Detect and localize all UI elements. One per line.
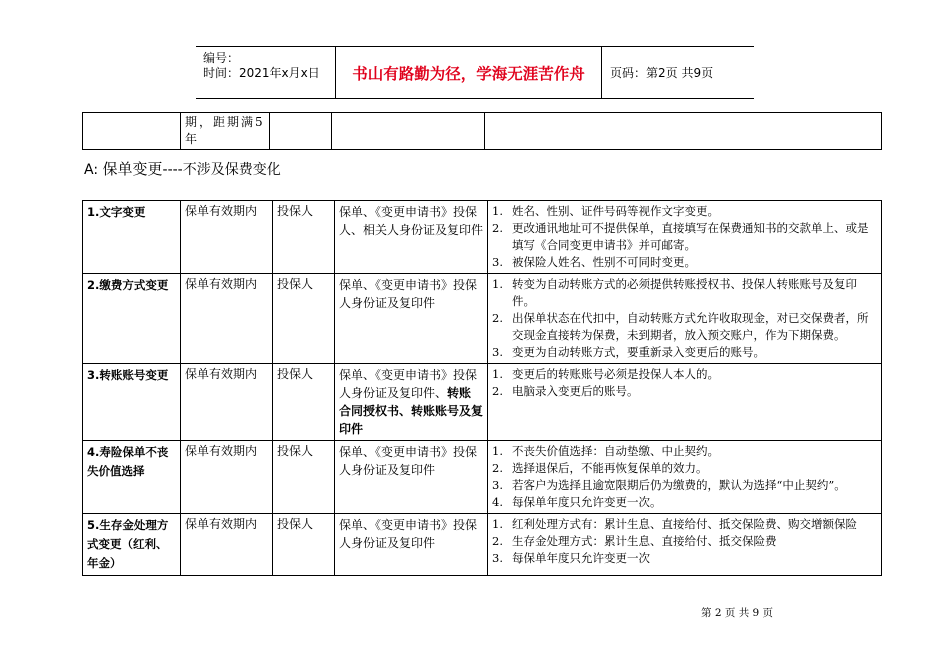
note-number: 3.	[492, 551, 503, 565]
note-item	[492, 460, 877, 477]
note-item	[492, 516, 877, 533]
table-cell	[83, 441, 181, 514]
table-cell	[335, 441, 488, 514]
table-cell	[181, 113, 270, 150]
serial-label: 编号：	[203, 51, 240, 65]
note-text: 出保单状态在代扣中，自动转账方式允许收取现金，对已交保费者，所交现金直接转为保费，未到期者，放入预交账户，作为下期保费。	[512, 311, 869, 342]
item-name: 3.转账账号变更	[87, 368, 169, 382]
table-cell	[335, 274, 488, 364]
note-text: 更改通讯地址可不提供保单，直接填写在保费通知书的交款单上、或是填写《合同变更申请书》并可邮寄。	[512, 221, 869, 252]
note-item	[492, 344, 877, 361]
note-number: 1.	[492, 444, 503, 458]
table-cell	[83, 514, 181, 576]
note-text: 电脑录入变更后的账号。	[512, 384, 639, 398]
item-name: 4.寿险保单不丧失价值选择	[87, 445, 169, 478]
table-cell	[83, 201, 181, 274]
note-text: 选择退保后，不能再恢复保单的效力。	[512, 461, 708, 475]
table-cell	[335, 364, 488, 441]
note-text: 被保险人姓名、性别不可同时变更。	[512, 255, 696, 269]
note-text: 变更为自动转账方式，要重新录入变更后的账号。	[512, 345, 765, 359]
section-title	[84, 158, 281, 179]
table-cell	[488, 201, 882, 274]
valid-period: 保单有效期内	[185, 444, 258, 458]
table-cell	[488, 514, 882, 576]
note-number: 1.	[492, 277, 503, 291]
table-row	[83, 274, 882, 364]
note-number: 4.	[492, 495, 503, 509]
table-row	[83, 441, 882, 514]
header-motto: 书山有路勤为径，学海无涯苦作舟	[336, 47, 602, 98]
policy-change-table	[82, 200, 882, 576]
required-docs: 保单、《变更申请书》投保人身份证及复印件	[339, 445, 478, 477]
item-name: 5.生存金处理方式变更（红利、年金）	[87, 518, 169, 570]
header-meta	[196, 47, 336, 98]
table-cell	[181, 274, 273, 364]
note-number: 2.	[492, 384, 503, 398]
note-text: 每保单年度只允许变更一次	[512, 551, 650, 565]
table-cell	[332, 113, 485, 150]
note-text: 转变为自动转账方式的必须提供转账授权书、投保人转账账号及复印件。	[512, 277, 857, 308]
note-number: 2.	[492, 221, 503, 235]
valid-period: 保单有效期内	[185, 517, 258, 531]
note-item	[492, 533, 877, 550]
cell-text: 年	[185, 132, 198, 146]
table-cell	[270, 113, 332, 150]
table-cell	[485, 113, 882, 150]
table-cell	[273, 274, 335, 364]
note-number: 3.	[492, 478, 503, 492]
section-title-prefix: A:	[84, 162, 103, 178]
note-text: 每保单年度只允许变更一次。	[512, 495, 662, 509]
table-cell	[181, 201, 273, 274]
table-cell	[83, 113, 181, 150]
required-docs: 保单、《变更申请书》投保人身份证及复印件	[339, 278, 478, 310]
table-cell	[273, 514, 335, 576]
item-name: 1.文字变更	[87, 205, 146, 219]
table-row	[83, 364, 882, 441]
note-item	[492, 494, 877, 511]
note-item	[492, 366, 877, 383]
table-cell	[335, 514, 488, 576]
item-name: 2.缴费方式变更	[87, 278, 169, 292]
table-cell	[335, 201, 488, 274]
applicant: 投保人	[277, 204, 314, 218]
note-number: 2.	[492, 461, 503, 475]
valid-period: 保单有效期内	[185, 204, 258, 218]
note-item	[492, 550, 877, 567]
note-number: 2.	[492, 534, 503, 548]
note-item	[492, 383, 877, 400]
time-label: 时间：2021年x月x日	[203, 66, 320, 80]
note-item	[492, 477, 877, 494]
note-item	[492, 254, 877, 271]
section-title-main: 保单变更	[102, 160, 163, 178]
table-cell	[181, 514, 273, 576]
valid-period: 保单有效期内	[185, 277, 258, 291]
header-page-label: 页码：第2页 共9页	[610, 66, 714, 80]
document-header	[196, 46, 754, 99]
table-cell	[273, 441, 335, 514]
note-number: 1.	[492, 367, 503, 381]
required-docs: 保单、《变更申请书》投保人身份证及复印件、	[339, 368, 478, 400]
applicant: 投保人	[277, 444, 314, 458]
note-number: 2.	[492, 311, 503, 325]
note-number: 1.	[492, 204, 503, 218]
note-text: 红利处理方式有：累计生息、直接给付、抵交保险费、购交增额保险	[512, 517, 857, 531]
note-number: 3.	[492, 255, 503, 269]
required-docs-bold: 转账合同授权书、转账账号及复印件	[339, 386, 484, 436]
applicant: 投保人	[277, 277, 314, 291]
note-item	[492, 220, 877, 254]
applicant: 投保人	[277, 517, 314, 531]
cell-text: 期，距期满5	[185, 115, 265, 129]
note-number: 1.	[492, 517, 503, 531]
table-cell	[273, 201, 335, 274]
table-cell	[83, 274, 181, 364]
valid-period: 保单有效期内	[185, 367, 258, 381]
section-title-suffix: ----不涉及保费变化	[162, 162, 281, 178]
note-item	[492, 276, 877, 310]
table-cell	[83, 364, 181, 441]
table-cell	[273, 364, 335, 441]
table-row	[83, 113, 882, 150]
required-docs: 保单、《变更申请书》投保人、相关人身份证及复印件	[339, 205, 484, 237]
note-item	[492, 203, 877, 220]
note-item	[492, 310, 877, 344]
note-text: 不丧失价值选择：自动垫缴、中止契约。	[512, 444, 719, 458]
note-text: 姓名、性别、证件号码等视作文字变更。	[512, 204, 719, 218]
required-docs: 保单、《变更申请书》投保人身份证及复印件	[339, 518, 478, 550]
table-cell	[488, 274, 882, 364]
applicant: 投保人	[277, 367, 314, 381]
table-cell	[488, 364, 882, 441]
table-cell	[181, 441, 273, 514]
note-text: 生存金处理方式：累计生息、直接给付、抵交保险费	[512, 534, 777, 548]
note-text: 若客户为选择且逾宽限期后仍为缴费的，默认为选择“中止契约”。	[512, 478, 846, 492]
continuation-table	[82, 112, 882, 150]
note-text: 变更后的转账账号必须是投保人本人的。	[512, 367, 719, 381]
table-row	[83, 201, 882, 274]
note-item	[492, 443, 877, 460]
table-cell	[488, 441, 882, 514]
table-row	[83, 514, 882, 576]
table-cell	[181, 364, 273, 441]
note-number: 3.	[492, 345, 503, 359]
page-footer: 第 2 页 共 9 页	[701, 607, 774, 619]
